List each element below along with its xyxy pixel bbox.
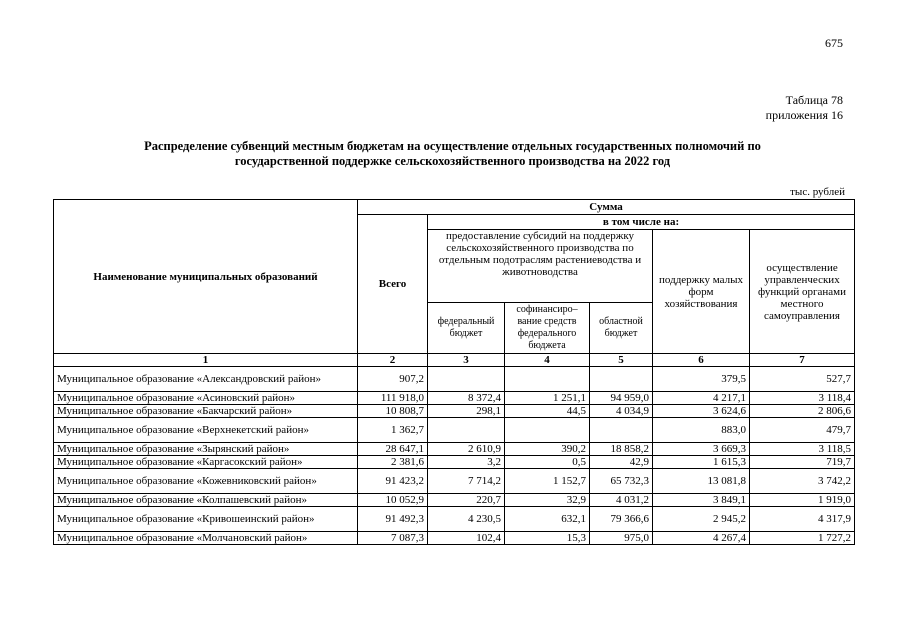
- municipality-name: Муниципальное образование «Каргасокский район»: [54, 456, 358, 469]
- total-value: 28 647,1: [358, 443, 428, 456]
- federal-value: 102,4: [428, 532, 505, 545]
- header-cofinancing: софинансиро–вание средств федерального бюджета: [505, 303, 590, 354]
- regional-value: 79 366,6: [590, 507, 653, 532]
- document-title: [80, 139, 825, 169]
- col-number: 6: [653, 354, 750, 367]
- regional-value: 4 034,9: [590, 405, 653, 418]
- cofinancing-value: [505, 418, 590, 443]
- federal-value: 7 714,2: [428, 469, 505, 494]
- table-row: [54, 392, 855, 405]
- cofinancing-value: 632,1: [505, 507, 590, 532]
- document-title-line1: Распределение субвенций местным бюджетам на осуществление отдельных государственных полномочий по: [144, 139, 761, 153]
- cofinancing-value: [505, 367, 590, 392]
- header-management: осуществление управленческих функций органами местного самоуправления: [750, 230, 855, 354]
- table-row: [54, 405, 855, 418]
- total-value: 7 087,3: [358, 532, 428, 545]
- municipality-name: Муниципальное образование «Зырянский район»: [54, 443, 358, 456]
- small-forms-value: 13 081,8: [653, 469, 750, 494]
- small-forms-value: 2 945,2: [653, 507, 750, 532]
- small-forms-value: 379,5: [653, 367, 750, 392]
- federal-value: 4 230,5: [428, 507, 505, 532]
- table-row: [54, 418, 855, 443]
- federal-value: 220,7: [428, 494, 505, 507]
- regional-value: 65 732,3: [590, 469, 653, 494]
- municipality-name: Муниципальное образование «Молчановский район»: [54, 532, 358, 545]
- table-row: [54, 456, 855, 469]
- regional-value: 975,0: [590, 532, 653, 545]
- federal-value: [428, 418, 505, 443]
- header-total: Всего: [358, 215, 428, 354]
- municipality-name: Муниципальное образование «Кожевниковский район»: [54, 469, 358, 494]
- cofinancing-value: 390,2: [505, 443, 590, 456]
- table-ref-line2: приложения 16: [765, 108, 843, 122]
- regional-value: [590, 367, 653, 392]
- total-value: 907,2: [358, 367, 428, 392]
- col-number: 2: [358, 354, 428, 367]
- small-forms-value: 4 217,1: [653, 392, 750, 405]
- header-including: в том числе на:: [428, 215, 855, 230]
- management-value: 3 118,5: [750, 443, 855, 456]
- regional-value: [590, 418, 653, 443]
- management-value: 1 727,2: [750, 532, 855, 545]
- management-value: 3 742,2: [750, 469, 855, 494]
- cofinancing-value: 44,5: [505, 405, 590, 418]
- col-number: 1: [54, 354, 358, 367]
- total-value: 91 423,2: [358, 469, 428, 494]
- small-forms-value: 3 669,3: [653, 443, 750, 456]
- management-value: 4 317,9: [750, 507, 855, 532]
- federal-value: 2 610,9: [428, 443, 505, 456]
- federal-value: 8 372,4: [428, 392, 505, 405]
- municipality-name: Муниципальное образование «Колпашевский район»: [54, 494, 358, 507]
- header-sum: Сумма: [358, 200, 855, 215]
- document-title-line2: государственной поддержке сельскохозяйственного производства на 2022 год: [234, 154, 671, 168]
- small-forms-value: 3 624,6: [653, 405, 750, 418]
- management-value: 479,7: [750, 418, 855, 443]
- table-ref-line1: Таблица 78: [785, 93, 843, 107]
- page-number: 675: [825, 36, 843, 50]
- cofinancing-value: 32,9: [505, 494, 590, 507]
- unit-note: тыс. рублей: [790, 186, 845, 198]
- municipality-name: Муниципальное образование «Бакчарский район»: [54, 405, 358, 418]
- federal-value: 3,2: [428, 456, 505, 469]
- col-number: 4: [505, 354, 590, 367]
- regional-value: 94 959,0: [590, 392, 653, 405]
- col-number: 5: [590, 354, 653, 367]
- municipality-name: Муниципальное образование «Александровский район»: [54, 367, 358, 392]
- regional-value: 4 031,2: [590, 494, 653, 507]
- regional-value: 42,9: [590, 456, 653, 469]
- col-number: 3: [428, 354, 505, 367]
- management-value: 2 806,6: [750, 405, 855, 418]
- table-row: [54, 469, 855, 494]
- management-value: 719,7: [750, 456, 855, 469]
- small-forms-value: 1 615,3: [653, 456, 750, 469]
- header-small-forms: поддержку малых форм хозяйствования: [653, 230, 750, 354]
- header-name: Наименование муниципальных образований: [54, 200, 358, 354]
- table-row: [54, 367, 855, 392]
- table-row: [54, 532, 855, 545]
- table-row: [54, 507, 855, 532]
- col-number: 7: [750, 354, 855, 367]
- management-value: 3 118,4: [750, 392, 855, 405]
- management-value: 1 919,0: [750, 494, 855, 507]
- total-value: 111 918,0: [358, 392, 428, 405]
- municipality-name: Муниципальное образование «Кривошеинский район»: [54, 507, 358, 532]
- total-value: 2 381,6: [358, 456, 428, 469]
- header-federal: федеральный бюджет: [428, 303, 505, 354]
- total-value: 1 362,7: [358, 418, 428, 443]
- table-row: [54, 494, 855, 507]
- small-forms-value: 3 849,1: [653, 494, 750, 507]
- total-value: 91 492,3: [358, 507, 428, 532]
- header-regional: областной бюджет: [590, 303, 653, 354]
- federal-value: [428, 367, 505, 392]
- cofinancing-value: 15,3: [505, 532, 590, 545]
- cofinancing-value: 1 251,1: [505, 392, 590, 405]
- municipality-name: Муниципальное образование «Асиновский район»: [54, 392, 358, 405]
- total-value: 10 808,7: [358, 405, 428, 418]
- regional-value: 18 858,2: [590, 443, 653, 456]
- total-value: 10 052,9: [358, 494, 428, 507]
- small-forms-value: 883,0: [653, 418, 750, 443]
- cofinancing-value: 0,5: [505, 456, 590, 469]
- small-forms-value: 4 267,4: [653, 532, 750, 545]
- subvention-table: [53, 199, 855, 545]
- table-reference: [766, 93, 843, 123]
- federal-value: 298,1: [428, 405, 505, 418]
- header-subsidies: предоставление субсидий на поддержку сельскохозяйственного производства по отдельным подотраслям растениеводства и животноводства: [428, 230, 653, 303]
- cofinancing-value: 1 152,7: [505, 469, 590, 494]
- table-row: [54, 443, 855, 456]
- management-value: 527,7: [750, 367, 855, 392]
- municipality-name: Муниципальное образование «Верхнекетский район»: [54, 418, 358, 443]
